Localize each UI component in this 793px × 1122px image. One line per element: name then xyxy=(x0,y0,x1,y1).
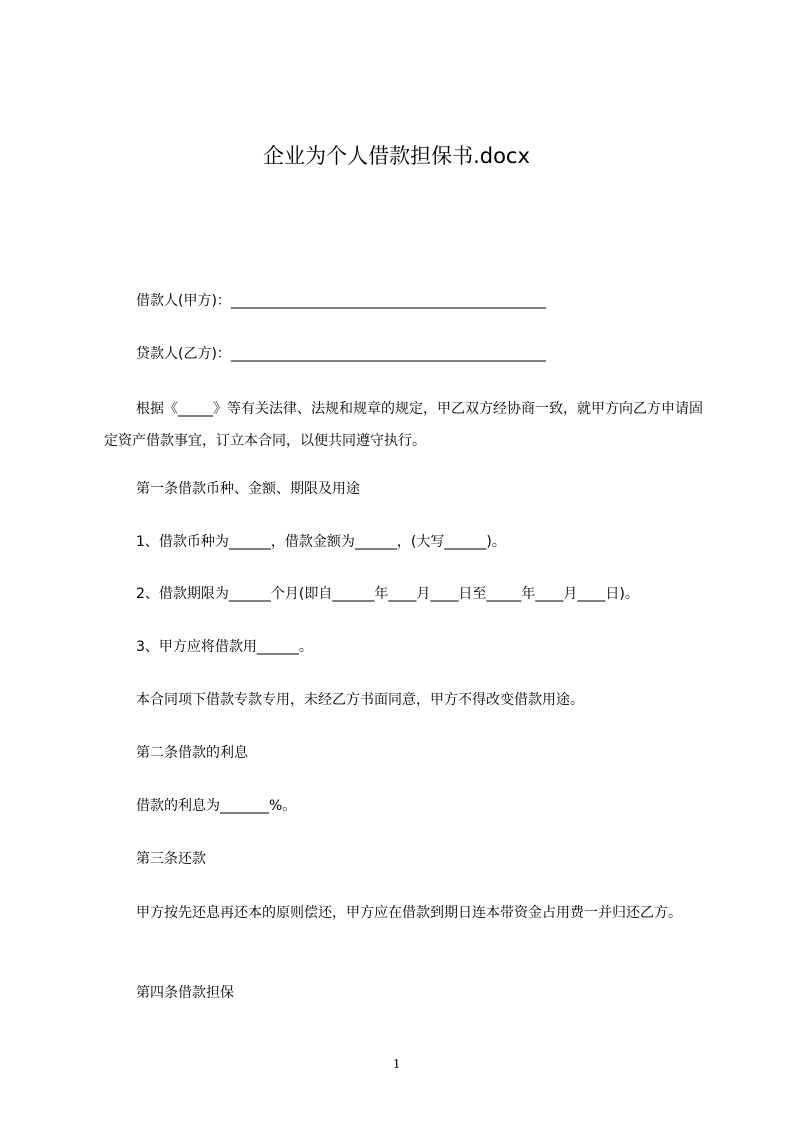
lender-line: 贷款人(乙方)：_____________________________________________ xyxy=(136,346,546,362)
intro-paragraph: 根据《_____》等有关法律、法规和规章的规定，甲乙双方经协商一致，就甲方向乙方申请固定资产借款事宜，订立本合同，以便共同遵守执行。 xyxy=(104,401,703,449)
article1-item3: 3、甲方应将借款用______。 xyxy=(136,639,313,655)
article3-paragraph: 甲方按先还息再还本的原则偿还，甲方应在借款到期日连本带资金占用费一并归还乙方。 xyxy=(136,905,682,921)
borrower-line: 借款人(甲方)：_____________________________________________ xyxy=(136,293,546,309)
article3-heading: 第三条还款 xyxy=(136,851,206,867)
article1-item2: 2、借款期限为______个月(即自______年____月____日至_____年____月____日)。 xyxy=(136,586,639,602)
document-title: 企业为个人借款担保书.docx xyxy=(263,144,530,168)
article2-text: 借款的利息为_______%。 xyxy=(136,798,297,814)
article4-heading: 第四条借款担保 xyxy=(136,985,234,1001)
page-number: 1 xyxy=(393,1057,400,1072)
article1-heading: 第一条借款币种、金额、期限及用途 xyxy=(136,481,360,497)
article2-heading: 第二条借款的利息 xyxy=(136,745,248,761)
article1-note: 本合同项下借款专款专用，未经乙方书面同意，甲方不得改变借款用途。 xyxy=(136,692,584,708)
article1-item1: 1、借款币种为______，借款金额为______，(大写______)。 xyxy=(136,534,506,550)
